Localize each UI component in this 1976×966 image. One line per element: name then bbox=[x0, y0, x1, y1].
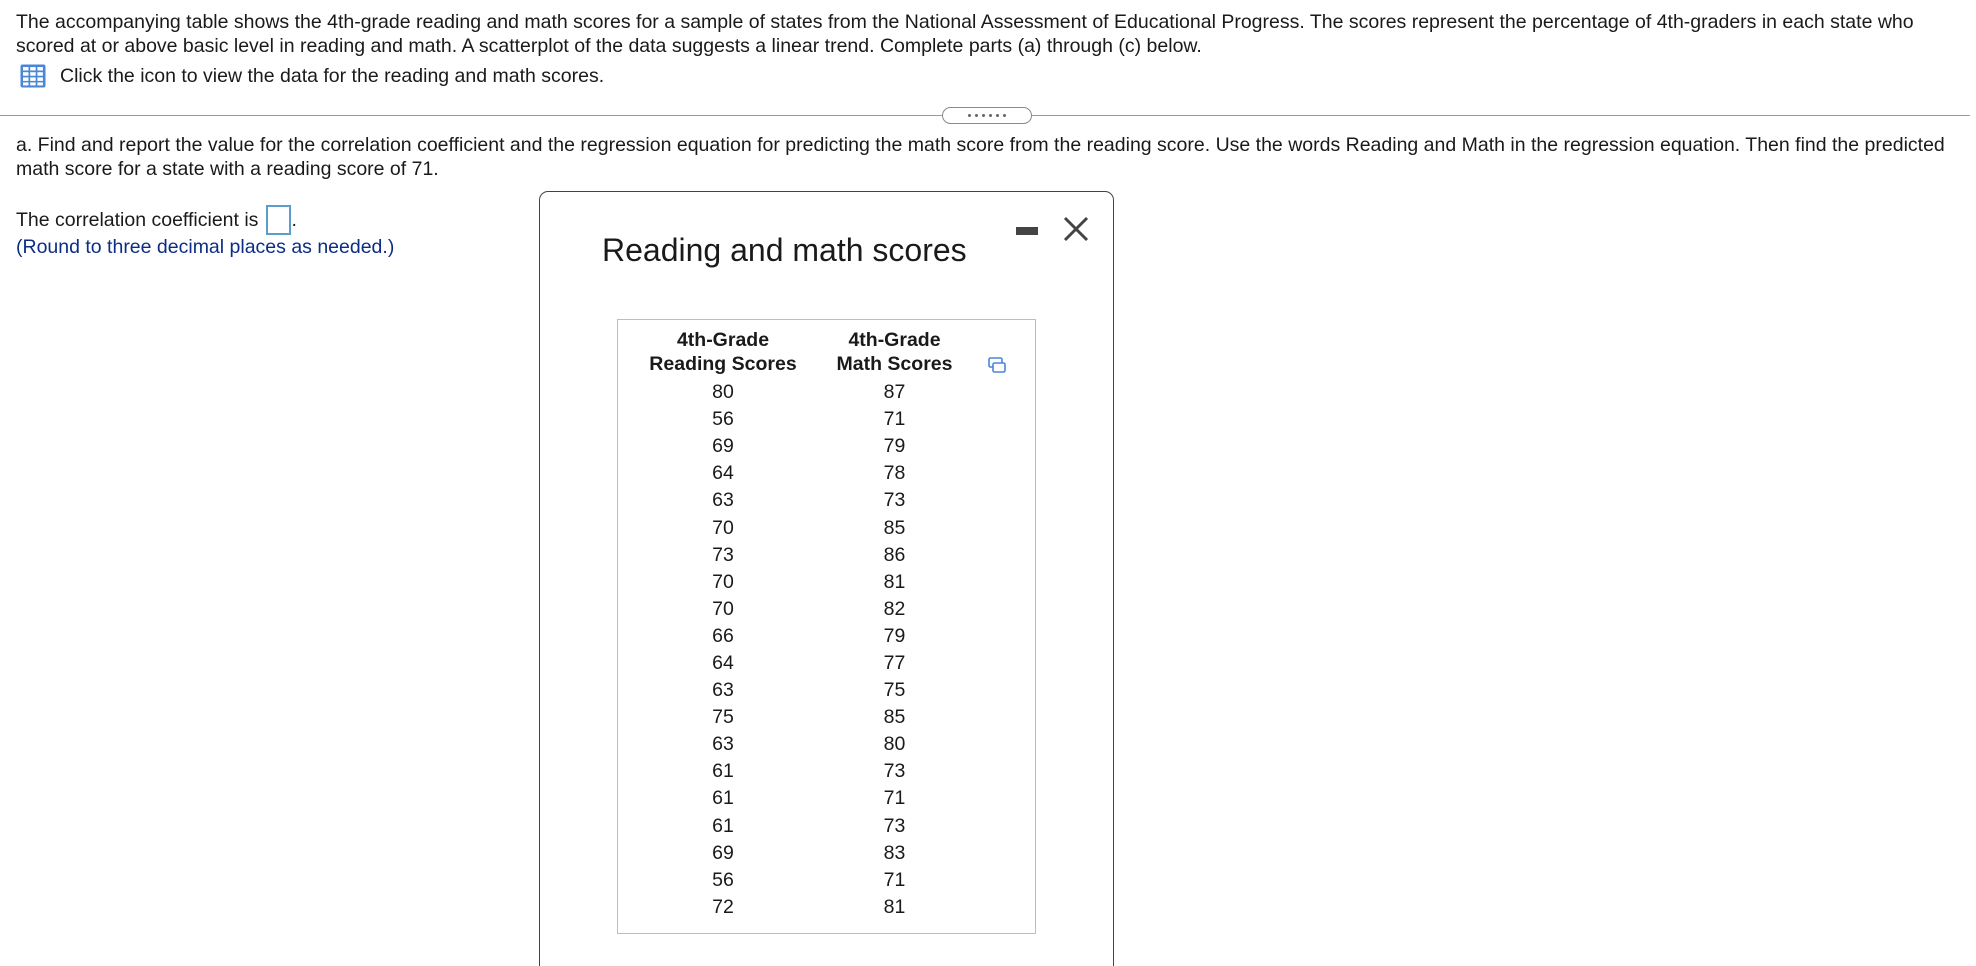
table-row bbox=[643, 677, 986, 704]
question-a-text: a. Find and report the value for the correlation coefficient and the regression equation for predicting the math score from the reading score. Use the words Reading and Math in the regression equation. Then find the predicted math score for a state with a reading score of 71. bbox=[16, 134, 1945, 180]
minimize-icon[interactable] bbox=[1016, 227, 1038, 235]
view-data-link[interactable] bbox=[20, 64, 604, 88]
popup-title: Reading and math scores bbox=[602, 232, 967, 268]
table-row bbox=[643, 433, 986, 460]
math-score-cell: 78 bbox=[883, 462, 906, 485]
reading-score-cell: 63 bbox=[712, 733, 734, 756]
intro-text: The accompanying table shows the 4th-grade reading and math scores for a sample of states from the National Assessment of Educational Progress. The scores represent the percentage of 4th-graders in each state who scored at or above basic level in reading and math. A scatterplot of the data suggests a linear trend. Complete parts (a) through (c) below. bbox=[16, 11, 1914, 57]
table-row bbox=[643, 406, 986, 433]
math-score-cell: 81 bbox=[883, 570, 906, 593]
table-row bbox=[643, 487, 986, 514]
correlation-line bbox=[16, 205, 297, 235]
scores-table bbox=[643, 328, 986, 921]
reading-score-cell: 56 bbox=[712, 868, 734, 891]
reading-score-cell: 69 bbox=[712, 841, 734, 864]
reading-score-cell: 70 bbox=[712, 597, 734, 620]
table-row bbox=[643, 460, 986, 487]
close-icon[interactable] bbox=[1062, 215, 1090, 243]
table-row bbox=[643, 867, 986, 894]
column-header-reading: 4th-Grade Reading Scores bbox=[649, 329, 797, 375]
math-score-cell: 85 bbox=[883, 706, 906, 729]
data-table-container bbox=[617, 319, 1036, 934]
reading-score-cell: 61 bbox=[712, 787, 734, 810]
math-score-cell: 85 bbox=[883, 516, 906, 539]
table-header-row bbox=[643, 328, 986, 379]
correlation-answer-input[interactable] bbox=[266, 205, 291, 235]
table-row bbox=[643, 840, 986, 867]
table-row bbox=[643, 704, 986, 731]
reading-score-cell: 72 bbox=[712, 895, 734, 918]
reading-score-cell: 69 bbox=[712, 435, 734, 458]
table-row bbox=[643, 623, 986, 650]
table-row bbox=[643, 731, 986, 758]
math-score-cell: 83 bbox=[883, 841, 906, 864]
reading-score-cell: 70 bbox=[712, 516, 734, 539]
table-grid-icon[interactable] bbox=[20, 64, 46, 88]
reading-score-cell: 70 bbox=[712, 570, 734, 593]
reading-score-cell: 75 bbox=[712, 706, 734, 729]
math-score-cell: 81 bbox=[883, 895, 906, 918]
reading-score-cell: 63 bbox=[712, 489, 734, 512]
math-score-cell: 79 bbox=[883, 624, 906, 647]
reading-score-cell: 61 bbox=[712, 760, 734, 783]
data-popup-window bbox=[539, 191, 1114, 966]
math-score-cell: 87 bbox=[883, 381, 906, 404]
math-score-cell: 79 bbox=[883, 435, 906, 458]
reading-score-cell: 63 bbox=[712, 679, 734, 702]
reading-score-cell: 61 bbox=[712, 814, 734, 837]
table-row bbox=[643, 569, 986, 596]
table-row bbox=[643, 758, 986, 785]
column-header-math: 4th-Grade Math Scores bbox=[836, 329, 953, 375]
math-score-cell: 71 bbox=[883, 787, 906, 810]
table-row bbox=[643, 596, 986, 623]
math-score-cell: 77 bbox=[883, 651, 906, 674]
table-row bbox=[643, 813, 986, 840]
math-score-cell: 86 bbox=[883, 543, 906, 566]
math-score-cell: 80 bbox=[883, 733, 906, 756]
copy-icon[interactable] bbox=[988, 357, 1006, 374]
divider-resize-handle[interactable] bbox=[942, 107, 1032, 124]
reading-score-cell: 64 bbox=[712, 462, 734, 485]
table-row bbox=[643, 894, 986, 921]
view-data-label[interactable]: Click the icon to view the data for the reading and math scores. bbox=[60, 64, 605, 87]
correlation-prefix: The correlation coefficient is bbox=[16, 208, 259, 231]
math-score-cell: 82 bbox=[883, 597, 906, 620]
math-score-cell: 73 bbox=[883, 489, 906, 512]
table-row bbox=[643, 542, 986, 569]
reading-score-cell: 64 bbox=[712, 651, 734, 674]
table-row bbox=[643, 514, 986, 541]
rounding-hint: (Round to three decimal places as needed.) bbox=[16, 236, 395, 258]
table-row bbox=[643, 379, 986, 406]
math-score-cell: 71 bbox=[883, 868, 906, 891]
math-score-cell: 73 bbox=[883, 814, 906, 837]
correlation-suffix: . bbox=[291, 208, 297, 231]
reading-score-cell: 73 bbox=[712, 543, 734, 566]
table-row bbox=[643, 650, 986, 677]
math-score-cell: 75 bbox=[883, 679, 906, 702]
table-row bbox=[643, 785, 986, 812]
reading-score-cell: 80 bbox=[712, 381, 734, 404]
math-score-cell: 71 bbox=[883, 408, 906, 431]
reading-score-cell: 66 bbox=[712, 624, 734, 647]
reading-score-cell: 56 bbox=[712, 408, 734, 431]
math-score-cell: 73 bbox=[883, 760, 906, 783]
